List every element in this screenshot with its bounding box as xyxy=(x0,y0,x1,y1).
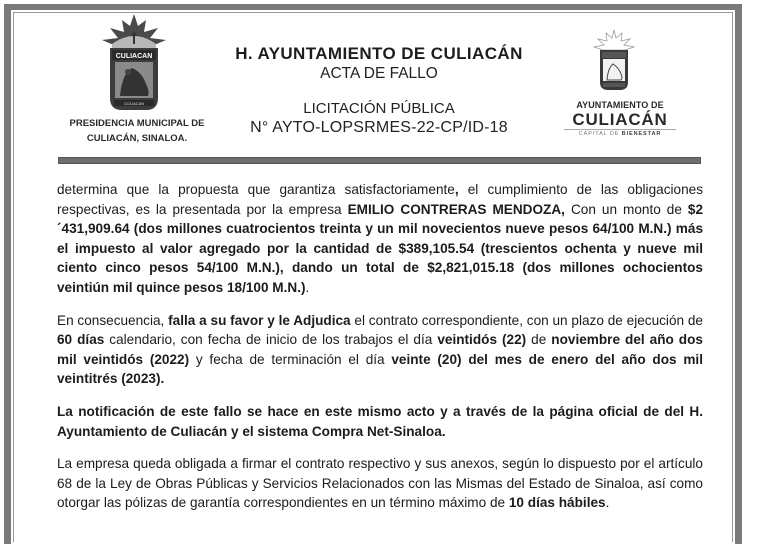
text-span: . xyxy=(305,279,310,295)
tagline-part1: CAPITAL DE xyxy=(578,131,622,137)
page-frame-inner-line xyxy=(732,12,733,542)
text-span: En consecuencia, xyxy=(57,312,169,328)
paragraph-obligaciones xyxy=(57,454,703,513)
text-span: falla a su favor y le Adjudica xyxy=(168,312,351,328)
ayuntamiento-brand xyxy=(560,100,680,138)
paragraph-notificacion xyxy=(57,402,703,441)
text-span: , xyxy=(454,182,459,197)
document-body xyxy=(57,180,703,526)
licitacion-label: LICITACIÓN PÚBLICA xyxy=(303,100,455,117)
text-span: La notificación de este fallo se hace en este mismo acto y a través de la página oficial de del H. Ayuntamiento de Culiacán y el sistema Compra Net-Sinaloa. xyxy=(57,403,703,439)
text-span: La empresa queda obligada a firmar el contrato respectivo y sus anexos, según lo dispuesto por el artículo 68 de la Ley de Obras Públicas y Servicios Relacionados con las Mismas del Estado de Sinaloa, así como otorgar las pólizas de garantía correspondientes en un término máximo de xyxy=(57,456,703,511)
text-span: el contrato correspondiente, con un plazo de ejecución de xyxy=(350,312,703,328)
tagline-part2: BIENESTAR xyxy=(621,131,662,137)
svg-text:CULIACAN: CULIACAN xyxy=(115,53,153,60)
plazo-dias: 60 días xyxy=(57,332,105,348)
brand-tagline xyxy=(564,129,676,138)
document-subtitle: ACTA DE FALLO xyxy=(320,65,438,82)
text-span: . xyxy=(605,495,610,511)
text-span: de xyxy=(526,332,552,348)
fecha-inicio: veintidós (22) xyxy=(437,332,527,348)
svg-text:COLIACAN: COLIACAN xyxy=(123,101,145,106)
text-span: el cumplimiento de las obligaciones respectivas, es la presentada por la empresa xyxy=(57,182,703,217)
fecha-terminacion: veinte (20) del mes de enero del año dos mil veintitrés (2023). xyxy=(57,351,703,387)
page-frame-inner-line xyxy=(13,12,14,542)
header-divider-bar xyxy=(58,157,701,164)
culiacan-coat-of-arms-icon xyxy=(98,14,170,114)
text-span: calendario, con fecha de inicio de los trabajos el día xyxy=(104,332,438,348)
presidencia-caption-line1: PRESIDENCIA MUNICIPAL DE xyxy=(69,118,205,129)
text-span: determina que la propuesta que garantiza satisfactoriamente xyxy=(57,182,455,197)
page-frame-inner-line xyxy=(13,12,733,13)
paragraph-fallo xyxy=(57,311,703,389)
page-frame-left xyxy=(4,4,11,544)
page-frame-top xyxy=(4,4,742,10)
paragraph-adjudicacion xyxy=(57,180,703,298)
plazo-habiles: 10 días hábiles xyxy=(508,495,606,511)
presidencia-caption-line2: CULIACÁN, SINALOA. xyxy=(86,133,188,144)
text-span: Con un monto de xyxy=(564,201,688,217)
contract-amount: $2´431,909.64 (dos millones cuatrocientos treinta y un mil novecientos nueve pesos 64/100 M.N.) más el impuesto al valor agregado por la cantidad de $389,105.54 (trescientos ochenta y nueve mil ciento cinco pesos 54/100 M.N.), dando un total de $2,821,015.18 (dos millones ochocientos veintiún mil quince pesos 18/100 M.N.) xyxy=(57,201,704,295)
presidencia-caption xyxy=(62,116,212,146)
text-span: y fecha de terminación el día xyxy=(189,351,392,367)
fecha-inicio-anio: noviembre del año dos mil veintidós (2022) xyxy=(57,332,703,367)
document-title-block xyxy=(220,44,538,138)
brand-line2: CULIACÁN xyxy=(572,110,668,129)
page-title: H. AYUNTAMIENTO DE CULIACÁN xyxy=(235,44,523,63)
culiacan-coat-of-arms-icon xyxy=(591,28,637,94)
company-name: EMILIO CONTRERAS MENDOZA, xyxy=(347,201,565,217)
page-frame-right xyxy=(735,4,742,544)
brand-line1: AYUNTAMIENTO DE xyxy=(576,100,664,110)
licitacion-number: N° AYTO-LOPSRMES-22-CP/ID-18 xyxy=(250,119,508,136)
